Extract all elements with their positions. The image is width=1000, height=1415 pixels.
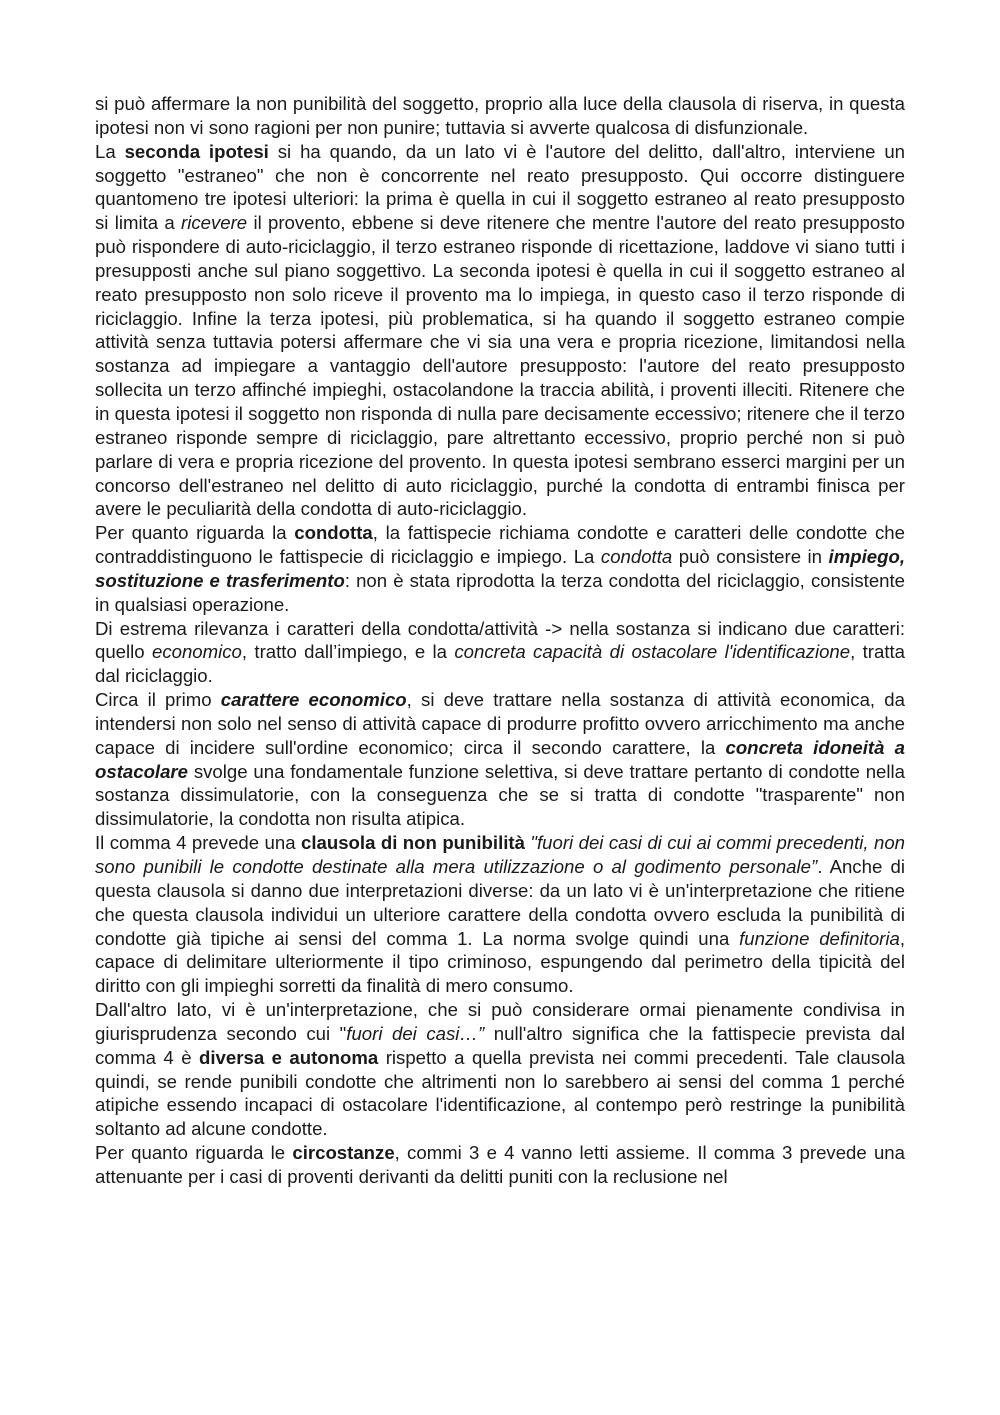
paragraph (95, 998, 905, 1141)
text-run: circostanze (292, 1142, 395, 1164)
paragraph (95, 92, 905, 140)
text-run: , capace di delimitare ulteriormente il tipo criminoso, espungendo dal perimetro della tipicità del diritto con gli impieghi sorretti da finalità di mero consumo. (95, 927, 905, 997)
text-run: clausola di non punibilità (301, 832, 525, 854)
paragraph (95, 831, 905, 998)
text-run: condotta (600, 546, 673, 568)
paragraph (95, 617, 905, 689)
text-run: diversa e autonoma (199, 1046, 379, 1068)
text-run: concreta capacità di ostacolare l'identificazione (454, 641, 851, 663)
text-run: . Anche di questa clausola si danno due interpretazioni diverse: da un lato vi è un'interpretazione che ritiene che questa clausola individui un ulteriore carattere della condotta ovvero escluda la punibilità di condotte già tipiche ai sensi del comma 1. La norma svolge quindi una (95, 856, 905, 949)
text-run: impiego, sostituzione e trasferimento (95, 546, 905, 591)
text-run: Circa il primo (95, 689, 221, 711)
text-run: si ha quando, da un lato vi è l'autore del delitto, dall'altro, interviene un soggetto "estraneo" che non è concorrente nel reato presupposto. Qui occorre distinguere quantomeno tre ipotesi ulteriori: la prima è quella in cui il soggetto estraneo al reato presupposto si limita a (95, 140, 906, 234)
text-run: Dall'altro lato, vi è un'interpretazione, che si può considerare ormai pienamente condivisa in giurisprudenza secondo cui " (95, 999, 905, 1044)
text-run: economico (151, 641, 242, 663)
text-run: condotta (294, 522, 373, 544)
text-run: Per quanto riguarda le (95, 1142, 293, 1164)
text-run: seconda ipotesi (124, 140, 269, 162)
text-run: , tratta dal riciclaggio. (95, 641, 905, 687)
text-run: null'altro significa che la fattispecie prevista dal comma 4 è (95, 1022, 905, 1068)
document-body (95, 92, 905, 1189)
text-run: , si deve trattare nella sostanza di attività economica, da intendersi non solo nel senso di attività capace di produrre profitto ovvero arricchimento ma anche capace di incidere sull'ordine economico; circa il secondo carattere, la (95, 689, 905, 758)
text-run: il provento, ebbene si deve ritenere che mentre l'autore del reato presupposto può rispondere di auto-riciclaggio, il terzo estraneo risponde di ricettazione, laddove vi siano tutti i presupposti anche sul piano soggettivo. La seconda ipotesi è quella in cui il soggetto estraneo al reato presupposto non solo riceve il provento ma lo impiega, in questo caso il terzo risponde di riciclaggio. Infine la terza ipotesi, più problematica, si ha quando il soggetto estraneo compie attività senza tuttavia potersi affermare che vi sia una vera e propria ricezione, limitandosi nella sostanza ad impiegare a vantaggio dell'autore presupposto: l'autore del reato presupposto sollecita un terzo affinché impieghi, ostacolandone la traccia abilità, i proventi illeciti. Ritenere che in questa ipotesi il soggetto non risponda di nulla pare decisamente eccessivo; ritenere che il terzo estraneo risponde sempre di riciclaggio, pare altrettanto eccessivo, proprio perché non si può parlare di vera e propria ricezione del provento. In questa ipotesi sembrano esserci margini per un concorso dell'estraneo nel delitto di auto riciclaggio, purché la condotta di entrambi finisca per avere le peculiarità della condotta di auto-riciclaggio. (95, 212, 905, 520)
text-run: , tratto dall’impiego, e la (241, 641, 455, 663)
paragraph (95, 688, 905, 831)
text-run: Il comma 4 prevede una (95, 832, 301, 854)
text-run: rispetto a quella prevista nei commi precedenti. Tale clausola quindi, se rende punibili condotte che altrimenti non lo sarebbero ai sensi del comma 1 perché atipiche essendo incapaci di ostacolare l'identificazione, al contempo però restringe la punibilità soltanto ad alcune condotte. (95, 1046, 906, 1140)
text-run: , la fattispecie richiama condotte e caratteri delle condotte che contraddistinguono le fattispecie di riciclaggio e impiego. La (95, 522, 905, 568)
emphasis (221, 689, 407, 710)
text-run: fuori dei casi…” (346, 1022, 485, 1044)
paragraph (95, 140, 905, 522)
text-run: funzione definitoria (739, 927, 900, 949)
text-run: ricevere (181, 212, 248, 234)
text-run: può consistere in (672, 546, 829, 568)
text-run: : non è stata riprodotta la terza condotta del riciclaggio, consistente in qualsiasi operazione. (95, 569, 906, 615)
text-run: carattere economico (220, 689, 407, 711)
text-run: si può affermare la non punibilità del soggetto, proprio alla luce della clausola di riserva, in questa ipotesi non vi sono ragioni per non punire; tuttavia si avverte qualcosa di disfunzionale. (95, 93, 905, 138)
text-run: Di estrema rilevanza i caratteri della condotta/attività -> nella sostanza si indicano due caratteri: quello (95, 617, 905, 663)
text-run: svolge una fondamentale funzione selettiva, si deve trattare pertanto di condotte nella sostanza dissimulatorie, con la conseguenza che se si tratta di condotte "trasparente" non dissimulatorie, la condotta non risulta atipica. (95, 760, 905, 830)
text-run: La (95, 140, 125, 162)
paragraph (95, 1141, 905, 1189)
text-run: concreta idoneità a ostacolare (95, 736, 905, 782)
text-run: , commi 3 e 4 vanno letti assieme. Il comma 3 prevede una attenuante per i casi di proventi derivanti da delitti puniti con la reclusione nel (95, 1142, 905, 1187)
paragraph (95, 521, 905, 616)
text-run: Per quanto riguarda la (95, 522, 295, 544)
text-run: "fuori dei casi di cui ai commi precedenti, non sono punibili le condotte destinate alla mera utilizzazione o al godimento personale” (95, 832, 906, 877)
